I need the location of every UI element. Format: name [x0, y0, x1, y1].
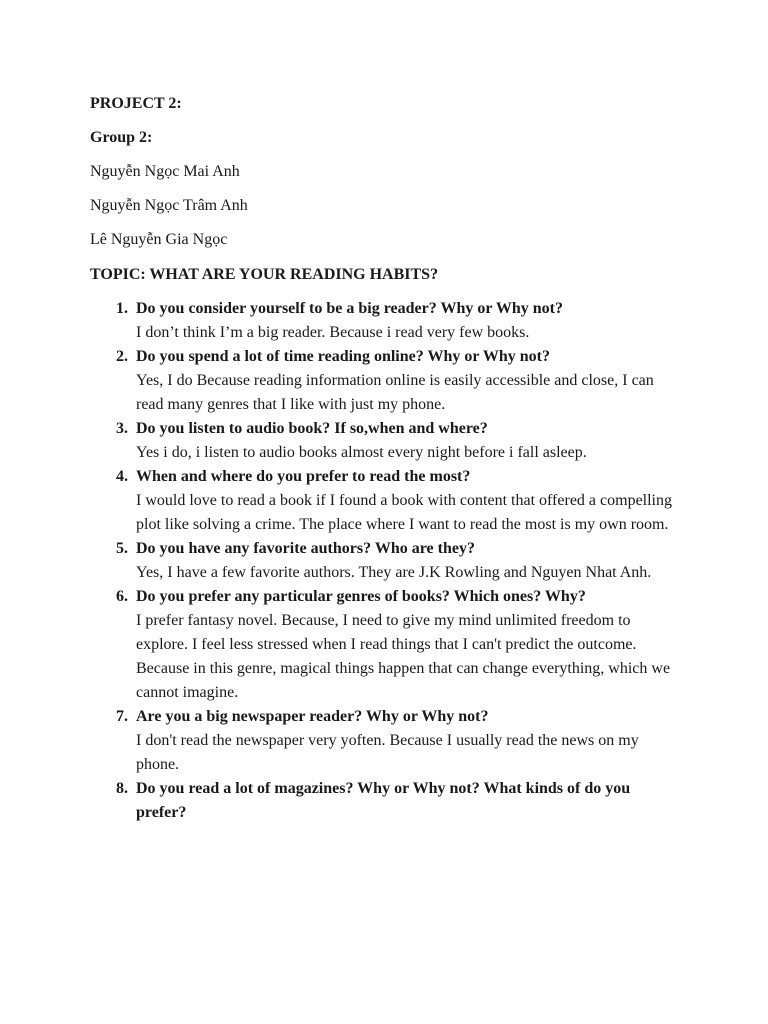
question-number: 7.	[116, 708, 128, 725]
question-text: Do you read a lot of magazines? Why or Why not? What kinds of do you prefer?	[136, 780, 631, 821]
topic-heading: TOPIC: WHAT ARE YOUR READING HABITS?	[90, 266, 439, 283]
answer-text: I don’t think I’m a big reader. Because i read very few books.	[136, 324, 530, 341]
question-text: Do you have any favorite authors? Who are they?	[136, 540, 475, 557]
answer-text: Yes i do, i listen to audio books almost every night before i fall asleep.	[136, 444, 587, 461]
group-heading: Group 2:	[90, 129, 153, 146]
question-text: Do you consider yourself to be a big reader? Why or Why not?	[136, 300, 563, 317]
question-item	[0, 345, 768, 417]
member-name: Nguyễn Ngọc Trâm Anh	[90, 197, 248, 214]
question-item	[0, 297, 768, 345]
answer-text: Yes, I do Because reading information online is easily accessible and close, I can read many genres that I like with just my phone.	[136, 372, 654, 413]
question-text: Do you prefer any particular genres of books? Which ones? Why?	[136, 588, 586, 605]
question-text: Do you spend a lot of time reading online? Why or Why not?	[136, 348, 550, 365]
answer-text: I prefer fantasy novel. Because, I need to give my mind unlimited freedom to explore. I feel less stressed when I read things that I can't predict the outcome. Because in this genre, magical things happen that can change everything, which we cannot imagine.	[136, 612, 671, 701]
question-item	[0, 537, 768, 585]
question-text: Are you a big newspaper reader? Why or Why not?	[136, 708, 489, 725]
question-number: 5.	[116, 540, 128, 557]
question-item	[0, 585, 768, 705]
question-list	[0, 297, 768, 825]
question-number: 8.	[116, 780, 128, 797]
question-item	[0, 465, 768, 537]
question-item	[0, 705, 768, 777]
project-heading: PROJECT 2:	[90, 95, 182, 112]
question-number: 3.	[116, 420, 128, 437]
member-name: Nguyễn Ngọc Mai Anh	[90, 163, 240, 180]
question-text: Do you listen to audio book? If so,when and where?	[136, 420, 488, 437]
question-text: When and where do you prefer to read the most?	[136, 468, 471, 485]
answer-text: I don't read the newspaper very yoften. Because I usually read the news on my phone.	[136, 732, 639, 773]
answer-text: I would love to read a book if I found a book with content that offered a compelling plot like solving a crime. The place where I want to read the most is my own room.	[136, 492, 672, 533]
answer-text: Yes, I have a few favorite authors. They are J.K Rowling and Nguyen Nhat Anh.	[136, 564, 652, 581]
question-item	[0, 417, 768, 465]
question-number: 4.	[116, 468, 128, 485]
question-number: 6.	[116, 588, 128, 605]
member-name: Lê Nguyễn Gia Ngọc	[90, 231, 228, 248]
question-number: 2.	[116, 348, 128, 365]
question-number: 1.	[116, 300, 128, 317]
question-item	[0, 777, 768, 825]
